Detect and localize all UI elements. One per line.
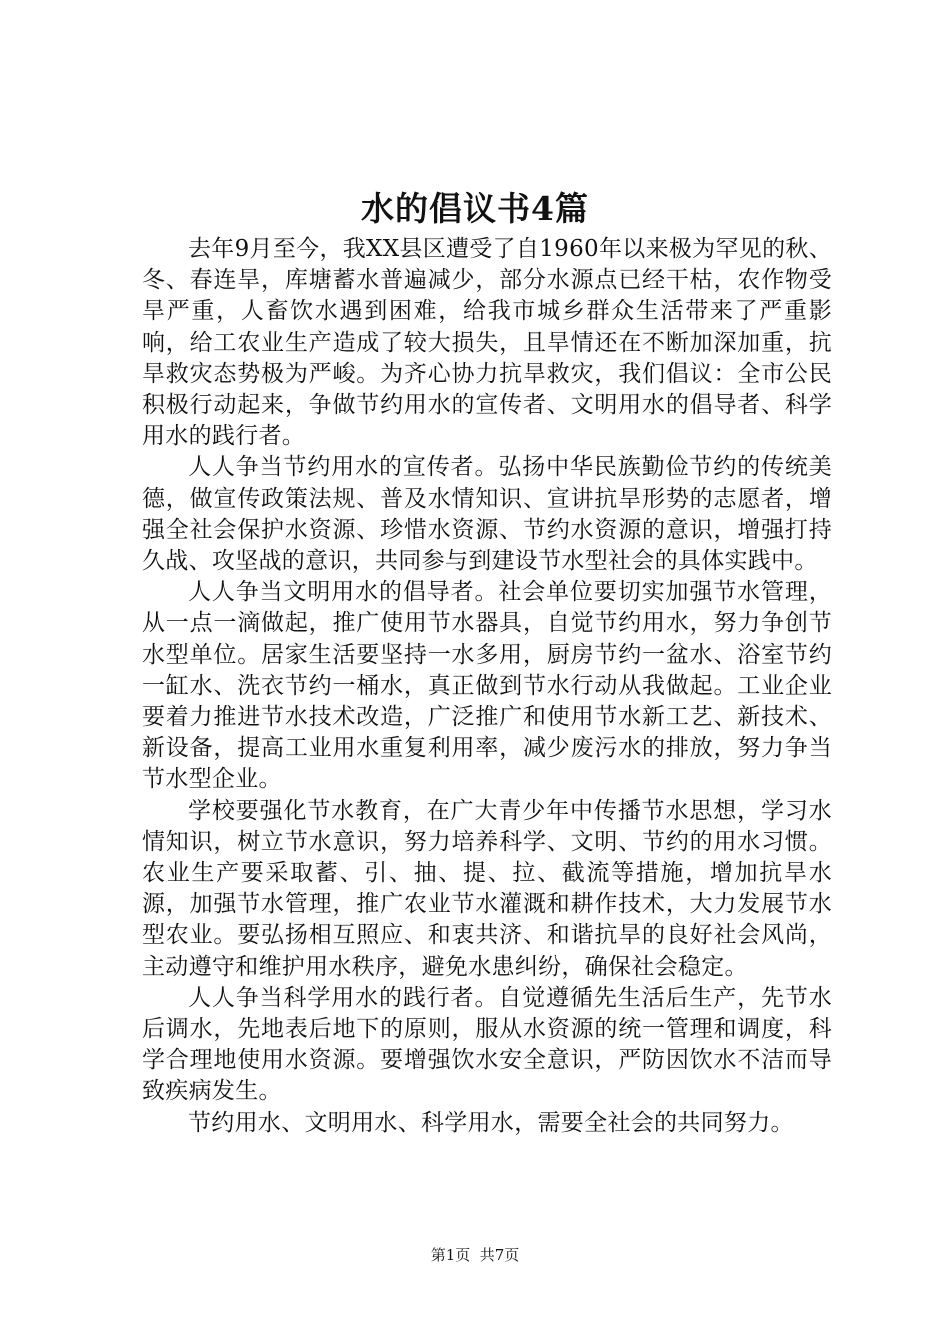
- document-title: 水的倡议书4篇: [361, 189, 589, 228]
- paragraph-publicity: 人人争当节约用水的宣传者。弘扬中华民族勤俭节约的传统美德，做宣传政策法规、普及水情知识、宣讲抗旱形势的志愿者，增强全社会保护水资源、珍惜水资源、节约水资源的意识，增强打持久战、攻坚战的意识，共同参与到建设节水型社会的具体实践中。: [142, 454, 832, 575]
- paragraph-intro: 去年9月至今，我XX县区遭受了自1960年以来极为罕见的秋、冬、春连旱，库塘蓄水普遍减少，部分水源点已经干枯，农作物受旱严重，人畜饮水遇到困难，给我市城乡群众生活带来了严重影响，给工农业生产造成了较大损失，且旱情还在不断加深加重，抗旱救灾态势极为严峻。为齐心协力抗旱救灾，我们倡议：全市公民积极行动起来，争做节约用水的宣传者、文明用水的倡导者、科学用水的践行者。: [142, 236, 832, 450]
- page-number-label: 第1页 共7页: [430, 1246, 520, 1264]
- paragraph-closing: 节约用水、文明用水、科学用水，需要全社会的共同努力。: [188, 1109, 794, 1136]
- paragraph-civilized-use: 人人争当文明用水的倡导者。社会单位要切实加强节水管理，从一点一滴做起，推广使用节水器具，自觉节约用水，努力争创节水型单位。居家生活要坚持一水多用，厨房节约一盆水、浴室节约一缸水、洗衣节约一桶水，真正做到节水行动从我做起。工业企业要着力推进节水技术改造，广泛推广和使用节水新工艺、新技术、新设备，提高工业用水重复利用率，减少废污水的排放，努力争当节水型企业。: [142, 579, 832, 793]
- page-footer: [0, 1245, 950, 1265]
- paragraph-schools-agriculture: 学校要强化节水教育，在广大青少年中传播节水思想，学习水情知识，树立节水意识，努力培养科学、文明、节约的用水习惯。农业生产要采取蓄、引、抽、提、拉、截流等措施，增加抗旱水源，加强节水管理，推广农业节水灌溉和耕作技术，大力发展节水型农业。要弘扬相互照应、和衷共济、和谐抗旱的良好社会风尚，主动遵守和维护用水秩序，避免水患纠纷，确保社会稳定。: [142, 797, 832, 980]
- document-body: [142, 234, 832, 1139]
- paragraph-scientific-use: 人人争当科学用水的践行者。自觉遵循先生活后生产，先节水后调水，先地表后地下的原则，服从水资源的统一管理和调度，科学合理地使用水资源。要增强饮水安全意识，严防因饮水不洁而导致疾病发生。: [142, 984, 832, 1105]
